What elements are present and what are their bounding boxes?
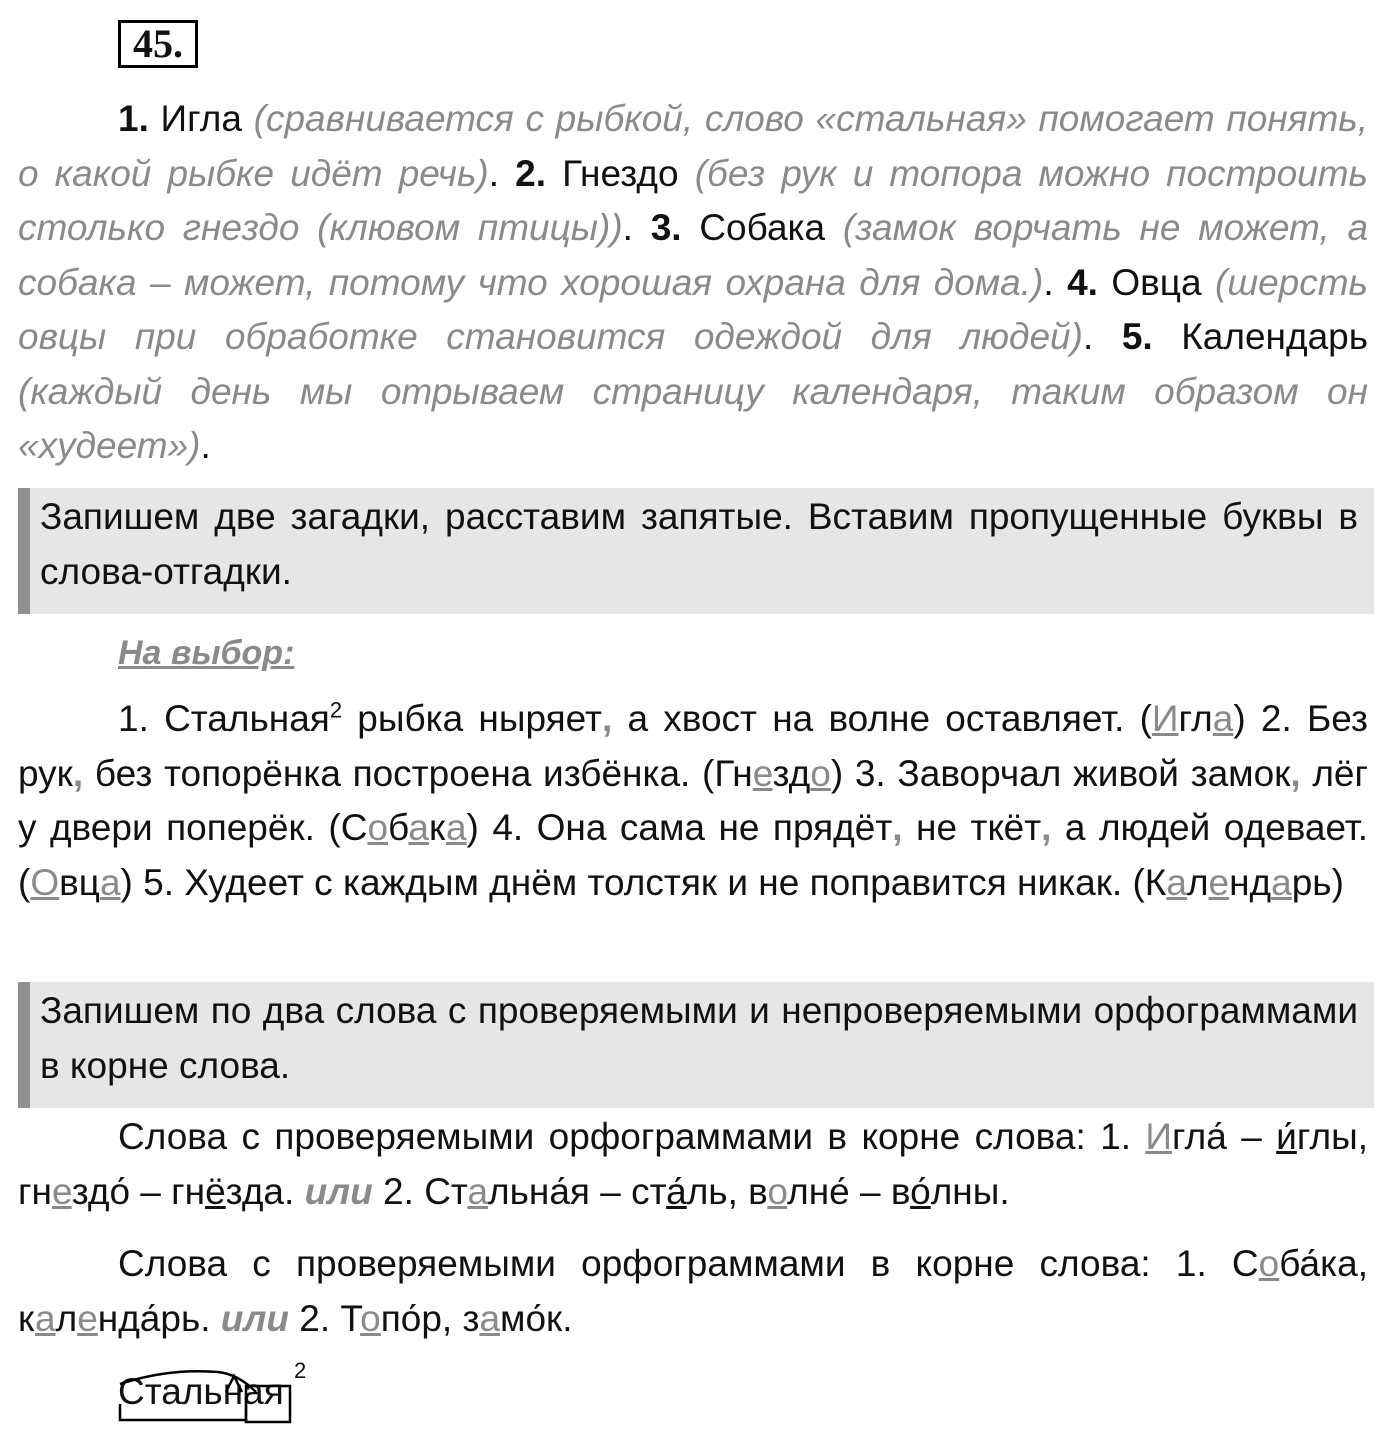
answer-word: Календарь <box>1181 316 1369 357</box>
answer-letters: ) <box>466 807 479 848</box>
inserted-letter: И <box>1151 698 1179 739</box>
checked-words-paragraph <box>18 1110 1368 1219</box>
vowel-mark: о <box>360 1297 381 1339</box>
answer-number: 2. <box>515 152 546 194</box>
paragraph-text: льна́я – ст <box>488 1170 667 1212</box>
answer-number: 1. <box>118 98 149 139</box>
check-vowel: о́ <box>910 1170 931 1212</box>
answers-paragraph: 1. Игла (сравнивается с рыбкой, слово «стальная» помогает понять, о какой рыбке идёт речь). 2. Гнездо (без рук и топора можно построить столько гнездо (клювом птицы)). 3. Собака (замок ворчать не может, а собака – может, потому что хорошая охрана для дома.). 4. Овца (шерсть овцы при обработке становится одеждой для людей). 5. Календарь (каждый день мы отрываем страницу календаря, таким образом он «худеет»). <box>18 98 1369 466</box>
riddle-text: 3. Заворчал живой замок <box>843 752 1291 794</box>
task-text: Запишем по два слова с проверяемыми и непроверяемыми орфограммами в корне слова. <box>40 990 1358 1086</box>
vowel-mark: И <box>1145 1116 1172 1157</box>
vowel-mark: о <box>1258 1243 1280 1284</box>
paragraph-text: Слова с проверяемыми орфограммами в корне слова: 1. <box>118 1116 1146 1157</box>
check-vowel: ё <box>205 1170 226 1212</box>
answer-word: Овца <box>1111 261 1202 303</box>
inserted-letter: а <box>99 861 121 903</box>
answer-letters: ) <box>120 861 133 903</box>
paragraph-text: по́р, з <box>380 1297 480 1339</box>
paragraph-text: Слова с проверяемыми орфограммами в корне слова: 1. С <box>118 1243 1259 1284</box>
riddle-text: а хвост на волне оставляет. ( <box>612 698 1152 739</box>
vowel-mark: а <box>479 1297 501 1339</box>
inserted-letter: а <box>1166 861 1187 903</box>
answer-explanation: сравнивается с рыбкой, слово «стальная» помогает понять, о какой рыбке идёт речь <box>18 98 1369 194</box>
answer-number: 3. <box>650 207 682 248</box>
morpheme-parse <box>118 1358 318 1432</box>
answer-word: Игла <box>160 98 242 139</box>
task-box-orthograms <box>18 982 1374 1108</box>
inserted-letter: а <box>408 807 429 848</box>
paragraph-text: л <box>55 1297 78 1339</box>
riddle-text: 1. Стальная <box>118 698 330 739</box>
unchecked-words-paragraph <box>18 1237 1368 1346</box>
riddle-text: не ткёт <box>902 807 1042 848</box>
task-text: Запишем две загадки, расставим запятые. Вставим пропущенные буквы в слова-отгадки. <box>40 496 1358 592</box>
answer-explanation: замок ворчать не может, а собака – может, потому что хорошая охрана для дома. <box>18 207 1369 303</box>
ending-box <box>246 1386 290 1422</box>
inserted-letter: о <box>810 752 831 794</box>
answer-explanation: каждый день мы отрываем страницу календаря, таким образом он «худеет» <box>18 370 1368 466</box>
paragraph-text: лне́ – в <box>787 1170 911 1212</box>
footnote-mark: 2 <box>294 1358 307 1383</box>
vowel-mark: а <box>35 1297 56 1339</box>
answer-letters: к <box>428 807 446 848</box>
answer-letters: нд <box>1229 861 1272 903</box>
riddle-text: а людей одевает. ( <box>18 807 1368 903</box>
answer-letters: зд <box>772 752 811 794</box>
paragraph-text: зда. <box>225 1170 305 1212</box>
check-vowel: а́ <box>666 1170 687 1212</box>
or-word: или <box>220 1297 289 1339</box>
exercise-number: 45. <box>118 20 198 68</box>
paragraph-text: здо́ – гн <box>71 1170 206 1212</box>
check-vowel: и́ <box>1276 1116 1297 1157</box>
inserted-comma: , <box>601 698 613 739</box>
riddle-text: лёг у двери поперёк. ( <box>18 752 1368 848</box>
vowel-mark: а <box>467 1170 489 1212</box>
paragraph-text: 2. Т <box>289 1297 361 1339</box>
inserted-comma: , <box>72 752 84 794</box>
or-word: или <box>304 1170 373 1212</box>
answer-number: 4. <box>1067 261 1098 303</box>
vowel-mark: е <box>77 1297 98 1339</box>
riddle-text: 2. Без рук <box>18 698 1368 794</box>
answer-letters: ) <box>830 752 844 794</box>
paragraph-text: гла́ – <box>1171 1116 1277 1157</box>
paragraph-text: нда́рь. <box>97 1297 221 1339</box>
answer-letters: С <box>340 807 368 848</box>
answer-letters: К <box>1144 861 1167 903</box>
paragraph-text: ль, в <box>686 1170 768 1212</box>
paragraph-text: глы, гн <box>18 1116 1368 1212</box>
stem-bracket <box>120 1404 246 1420</box>
answer-letters: Гн <box>714 752 753 794</box>
inserted-letter: о <box>367 807 389 848</box>
answer-letters: б <box>388 807 409 848</box>
riddle-text: рыбка ныряет <box>342 698 602 739</box>
inserted-letter: е <box>1208 861 1230 903</box>
answer-letters: гл <box>1178 698 1213 739</box>
riddle-text: без топорёнка построена избёнка. ( <box>83 752 715 794</box>
inserted-comma: , <box>892 807 903 848</box>
answer-explanation: шерсть овцы при обработке становится одеждой для людей <box>18 261 1369 357</box>
inserted-letter: О <box>30 861 60 903</box>
vowel-mark: о <box>767 1170 788 1212</box>
paragraph-text: мо́к. <box>500 1297 573 1339</box>
answer-word: Собака <box>699 207 826 248</box>
riddles-paragraph <box>18 692 1368 910</box>
parse-word: Стальная <box>118 1371 284 1412</box>
answer-explanation: без рук и топора можно построить столько гнездо (клювом птицы) <box>18 152 1369 248</box>
inserted-letter: а <box>1212 698 1234 739</box>
answer-letters: л <box>1186 861 1209 903</box>
paragraph-text: 2. Ст <box>372 1170 468 1212</box>
inserted-letter: а <box>445 807 467 848</box>
paragraph-text: лны. <box>930 1170 1010 1212</box>
footnote-mark: 2 <box>329 697 343 723</box>
inserted-comma: , <box>1041 807 1052 848</box>
task-box-riddles <box>18 488 1374 614</box>
inserted-letter: е <box>752 752 773 794</box>
answer-word: Гнездо <box>562 152 679 194</box>
answer-letters: вц <box>59 861 100 903</box>
inserted-comma: , <box>1290 752 1301 794</box>
answer-letters: рь) <box>1291 861 1344 903</box>
choice-label: На выбор: <box>118 634 295 672</box>
vowel-mark: е <box>51 1170 72 1212</box>
riddle-text: 5. Худеет с каждым днём толстяк и не поправится никак. ( <box>132 861 1145 903</box>
inserted-letter: а <box>1271 861 1292 903</box>
paragraph-text: ба́ка, к <box>18 1243 1368 1339</box>
riddle-text: 4. Она сама не прядёт <box>478 807 893 848</box>
morpheme-marks <box>118 1362 318 1432</box>
answer-number: 5. <box>1121 316 1153 357</box>
answer-letters: ) <box>1233 698 1246 739</box>
